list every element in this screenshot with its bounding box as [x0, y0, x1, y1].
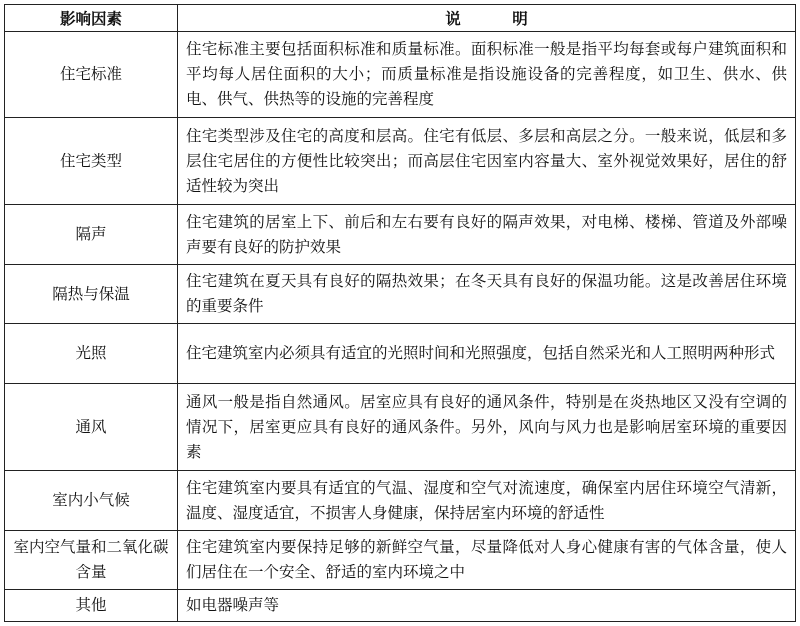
influencing-factors-table: [4, 4, 796, 622]
description-cell: 住宅建筑室内必须具有适宜的光照时间和光照强度，包括自然采光和人工照明两种形式: [178, 324, 796, 384]
factor-cell: 通风: [5, 384, 178, 471]
factor-cell: 隔热与保温: [5, 265, 178, 324]
factor-cell: 住宅类型: [5, 118, 178, 205]
table-row: [5, 531, 796, 590]
factor-cell: 室内空气量和二氧化碳含量: [5, 531, 178, 590]
factor-cell: 光照: [5, 324, 178, 384]
table-row: [5, 118, 796, 205]
description-cell: 住宅类型涉及住宅的高度和层高。住宅有低层、多层和高层之分。一般来说，低层和多层住宅居住的方便性比较突出；而高层住宅因室内容量大、室外视觉效果好，居住的舒适性较为突出: [178, 118, 796, 205]
header-description: 说 明: [178, 5, 796, 32]
table-row: [5, 384, 796, 471]
description-cell: 住宅标准主要包括面积标准和质量标准。面积标准一般是指平均每套或每户建筑面积和平均每人居住面积的大小；而质量标准是指设施设备的完善程度，如卫生、供水、供电、供气、供热等的设施的完善程度: [178, 32, 796, 118]
table-row: [5, 471, 796, 531]
table-row: [5, 32, 796, 118]
table-row: [5, 324, 796, 384]
factor-cell: 室内小气候: [5, 471, 178, 531]
description-cell: 通风一般是指自然通风。居室应具有良好的通风条件，特别是在炎热地区又没有空调的情况下，居室更应具有良好的通风条件。另外，风向与风力也是影响居室环境的重要因素: [178, 384, 796, 471]
factor-cell: 住宅标准: [5, 32, 178, 118]
description-cell: 住宅建筑在夏天具有良好的隔热效果；在冬天具有良好的保温功能。这是改善居住环境的重要条件: [178, 265, 796, 324]
description-cell: 住宅建筑室内要保持足够的新鲜空气量，尽量降低对人身心健康有害的气体含量，使人们居住在一个安全、舒适的室内环境之中: [178, 531, 796, 590]
table-row: [5, 590, 796, 622]
description-cell: 如电器噪声等: [178, 590, 796, 622]
description-cell: 住宅建筑室内要具有适宜的气温、湿度和空气对流速度，确保室内居住环境空气清新，温度、湿度适宜，不损害人身健康，保持居室内环境的舒适性: [178, 471, 796, 531]
table-header-row: [5, 5, 796, 32]
table-row: [5, 205, 796, 265]
description-cell: 住宅建筑的居室上下、前后和左右要有良好的隔声效果，对电梯、楼梯、管道及外部噪声要有良好的防护效果: [178, 205, 796, 265]
table-row: [5, 265, 796, 324]
factor-cell: 隔声: [5, 205, 178, 265]
factor-cell: 其他: [5, 590, 178, 622]
header-factor: 影响因素: [5, 5, 178, 32]
